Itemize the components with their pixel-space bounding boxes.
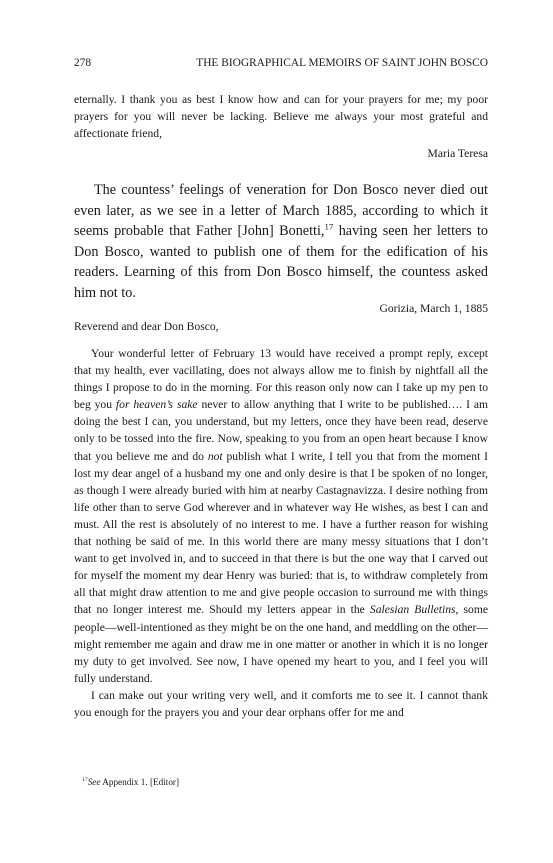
letter-body [74,345,488,721]
page-number: 278 [74,57,92,69]
emphasis-text: not [207,449,223,463]
publication-title: Salesian Bulletins [369,603,456,617]
footnote-text: Appendix 1. [Editor] [100,777,180,787]
emphasis-text: for heaven’s sake [115,398,198,412]
letter-close-paragraph [74,91,488,142]
footnote-see: See [87,777,101,787]
letter-paragraph-2: I can make out your writing very well, and it comforts me to see it. I cannot thank you enough for the prayers you and your dear orphans offer for me and [74,688,488,719]
narrative-text-1: The countess’ feelings of veneration for Don Bosco never died out even later, as we see in a letter of March 1885, according to which it seems probable that Father [John] Bonetti, [74,182,488,240]
narrative-paragraph [74,180,488,304]
letter-salutation: Reverend and dear Don Bosco, [74,320,219,333]
signature: Maria Teresa [427,147,488,160]
letter-paragraph-1: Your wonderful letter of February 13 would have received a prompt reply, except that my health, ever vacillating, does not always allow me to finish by nightfall all the things I propose to do in the morning. For this reason only now can I take up my pen to beg you for heaven’s sake never to allow anything that I write to be published…. I am doing the best I can, you understand, but my letters, once they have been read, deserve only to be tossed into the fire. Now, speaking to you from an open heart because I know that you believe me and do not publish what I write, I tell you that from the moment I lost my dear angel of a husband my one and only desire is that I be spoken of no longer, as though I were already buried with him at nearby Castagnavizza. I desire nothing from life other than to serve God wherever and in whatever way He wishes, as best I can and must. All the rest is absolutely of no interest to me. I have a further reason for wishing that nothing be said of me. In this world there are many messy situations that I don’t want to get involved in, and to succeed in that there is but the one way that I carved out for myself the moment my dear Henry was buried: that is, to withdraw completely from all that might draw attention to me and give people occasion to surround me with things that no longer interest me. Should my letters appear in the Salesian Bulletins, some people—well-intentioned as they might be on the one hand, and meddling on the other—might remember me again and draw me in one matter or another in which it is no longer my duty to get involved. See now, I have opened my heart to you, and I feel you will fully understand. [74,347,489,685]
narrative-text-2: having seen her letters to Don Bosco, wanted to publish one of them for the edification of his readers. Learning of this from Don Bosco himself, the countess asked him not to. [74,223,488,301]
footnote-reference[interactable]: 17 [324,221,334,232]
running-title: THE BIOGRAPHICAL MEMOIRS OF SAINT JOHN BOSCO [196,57,488,69]
footnote [82,776,179,789]
running-header [74,55,488,71]
letter-dateline: Gorizia, March 1, 1885 [379,302,488,315]
footnote-marker: 17 [82,776,88,783]
letter-close-text: eternally. I thank you as best I know how and can for your prayers for me; my poor prayers for you will never be lacking. Believe me always your most grateful and affectionate friend, [74,93,488,141]
